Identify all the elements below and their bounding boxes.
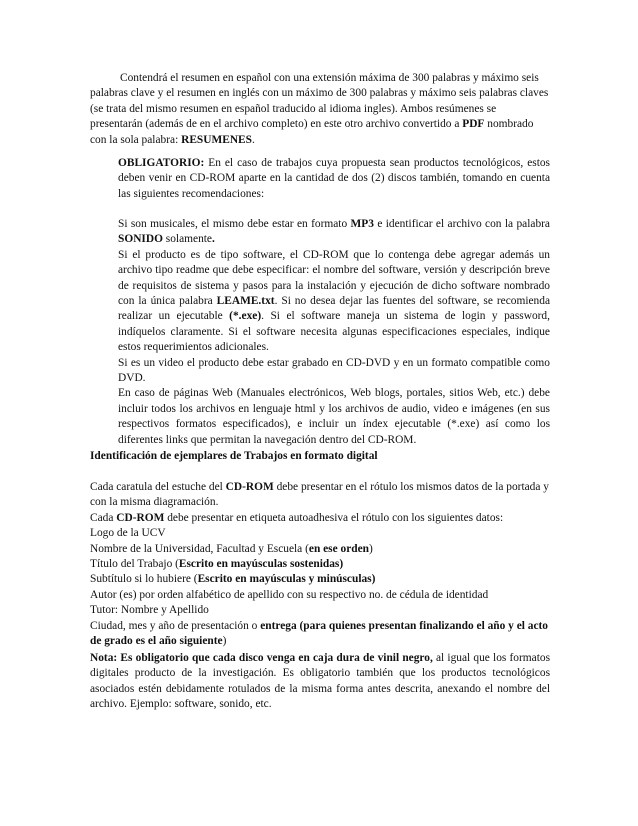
video-item: Si es un video el producto debe estar grabado en CD-DVD y en un formato compatible como DVD. [118, 356, 550, 385]
nombre-bold: en ese orden [308, 542, 369, 555]
subtitulo-line [90, 572, 550, 587]
titulo-line [90, 557, 550, 572]
ciudad-text-2: ) [222, 635, 227, 648]
cada-line [90, 511, 550, 526]
nombre-text-2: ) [369, 542, 373, 555]
software-text-3: . Si el software maneja un sistema de login y password, indíquelos claramente. Si el software necesita algunas especificaciones especiales, indique estos requerimientos adicionales. [118, 310, 550, 354]
sonido-term: SONIDO [118, 233, 163, 246]
intro-text-3: . [252, 133, 255, 146]
intro-text-2: nombrado con la sola palabra: [90, 118, 534, 146]
caratula-text: Cada caratula del estuche del [90, 481, 226, 493]
caratula-text-2: debe presentar en el rótulo los mismos datos de la portada y con la misma diagramación. [90, 481, 549, 509]
intro-text: Contendrá el resumen en español con una extensión máxima de 300 palabras y máximo seis palabras clave y el resumen en inglés con un máximo de 300 palabras y máximo seis palabras claves (se trata del mismo resumen en español traducido al idioma ingles). Ambos resúmenes se presentarán (además de en el archivo completo) en este otro archivo convertido a [90, 72, 549, 131]
web-item: En caso de páginas Web (Manuales electrónicos, Web blogs, portales, sitios Web, etc.) debe incluir todos los archivos en lenguaje html y los archivos de audio, video e imágenes (en sus respectivos formatos especificados), e incluir un índex ejecutable (*.exe) así como los diferentes links que permitan la navegación dentro del CD-ROM. [118, 387, 550, 446]
exe-term: (*.exe) [229, 310, 262, 323]
software-text-2: . Si no desea dejar las fuentes del software, se recomienda realizar un ejecutable [118, 295, 550, 323]
cada-text-2: debe presentar en etiqueta autoadhesiva el rótulo con los siguientes datos: [164, 511, 504, 524]
software-item [118, 248, 550, 356]
tutor-line: Tutor: Nombre y Apellido [90, 604, 209, 617]
software-text: Si el producto es de tipo software, el CD-ROM que lo contenga debe agregar además un archivo tipo readme que debe especificar: el nombre del software, versión y descripción breve de requisitos de sistema y pasos para la instalación y ejecución de dicho software nombrado con la única palabra [118, 248, 550, 308]
musical-text-2: e identificar el archivo con la palabra [373, 218, 550, 230]
titulo-bold: Escrito en mayúsculas sostenidas) [178, 558, 344, 571]
leame-term: LEAME.txt [216, 295, 275, 308]
mp3-term: MP3 [350, 218, 374, 230]
intro-paragraph [90, 71, 550, 148]
recommendations-block [118, 217, 550, 448]
nombre-line [90, 542, 550, 557]
subtitulo-bold: Escrito en mayúsculas y minúsculas) [197, 573, 376, 586]
cdrom-term-2: CD-ROM [116, 511, 165, 524]
cada-text: Cada [90, 511, 117, 524]
ciudad-line [90, 619, 550, 650]
musical-text: Si son musicales, el mismo debe estar en formato [118, 218, 351, 230]
caratula-line [90, 480, 550, 511]
identification-list [90, 480, 550, 649]
cdrom-term: CD-ROM [225, 481, 274, 493]
section-heading [90, 449, 550, 464]
nombre-text: Nombre de la Universidad, Facultad y Escuela ( [90, 542, 309, 555]
subtitulo-text: Subtítulo si lo hubiere ( [90, 573, 198, 586]
nota-bold: Nota: Es obligatorio que cada disco venga en caja dura de vinil negro, [90, 652, 433, 664]
musical-item [118, 217, 550, 248]
ciudad-bold: entrega (para quienes presentan finalizando el año y el acto de grado es el año siguiente [90, 619, 549, 648]
resumenes-term: RESUMENES [181, 133, 252, 146]
obligatorio-label: OBLIGATORIO: [118, 157, 205, 169]
nota-paragraph [90, 651, 550, 713]
obligatorio-text: En el caso de trabajos cuya propuesta sean productos tecnológicos, estos deben venir en CD-ROM aparte en la cantidad de dos (2) discos también, tomando en cuenta las siguientes recomendaciones: [118, 157, 550, 200]
pdf-term: PDF [462, 118, 485, 131]
autor-line: Autor (es) por orden alfabético de apellido con su respectivo no. de cédula de identidad [90, 588, 489, 601]
musical-dot: . [211, 233, 215, 246]
titulo-text: Título del Trabajo ( [90, 558, 179, 571]
obligatorio-paragraph [118, 156, 550, 202]
section-heading-text: Identificación de ejemplares de Trabajos en formato digital [90, 450, 378, 462]
musical-text-3: solamente [162, 233, 212, 246]
ciudad-text: Ciudad, mes y año de presentación o [90, 619, 261, 632]
nota-text: al igual que los formatos digitales producto de la investigación. Es obligatorio también que los productos tecnológicos asociados estén debidamente rotulados de la misma forma antes descrita, anexando el nombre del archivo. Ejemplo: software, sonido, etc. [90, 652, 550, 711]
logo-line: Logo de la UCV [90, 527, 166, 540]
